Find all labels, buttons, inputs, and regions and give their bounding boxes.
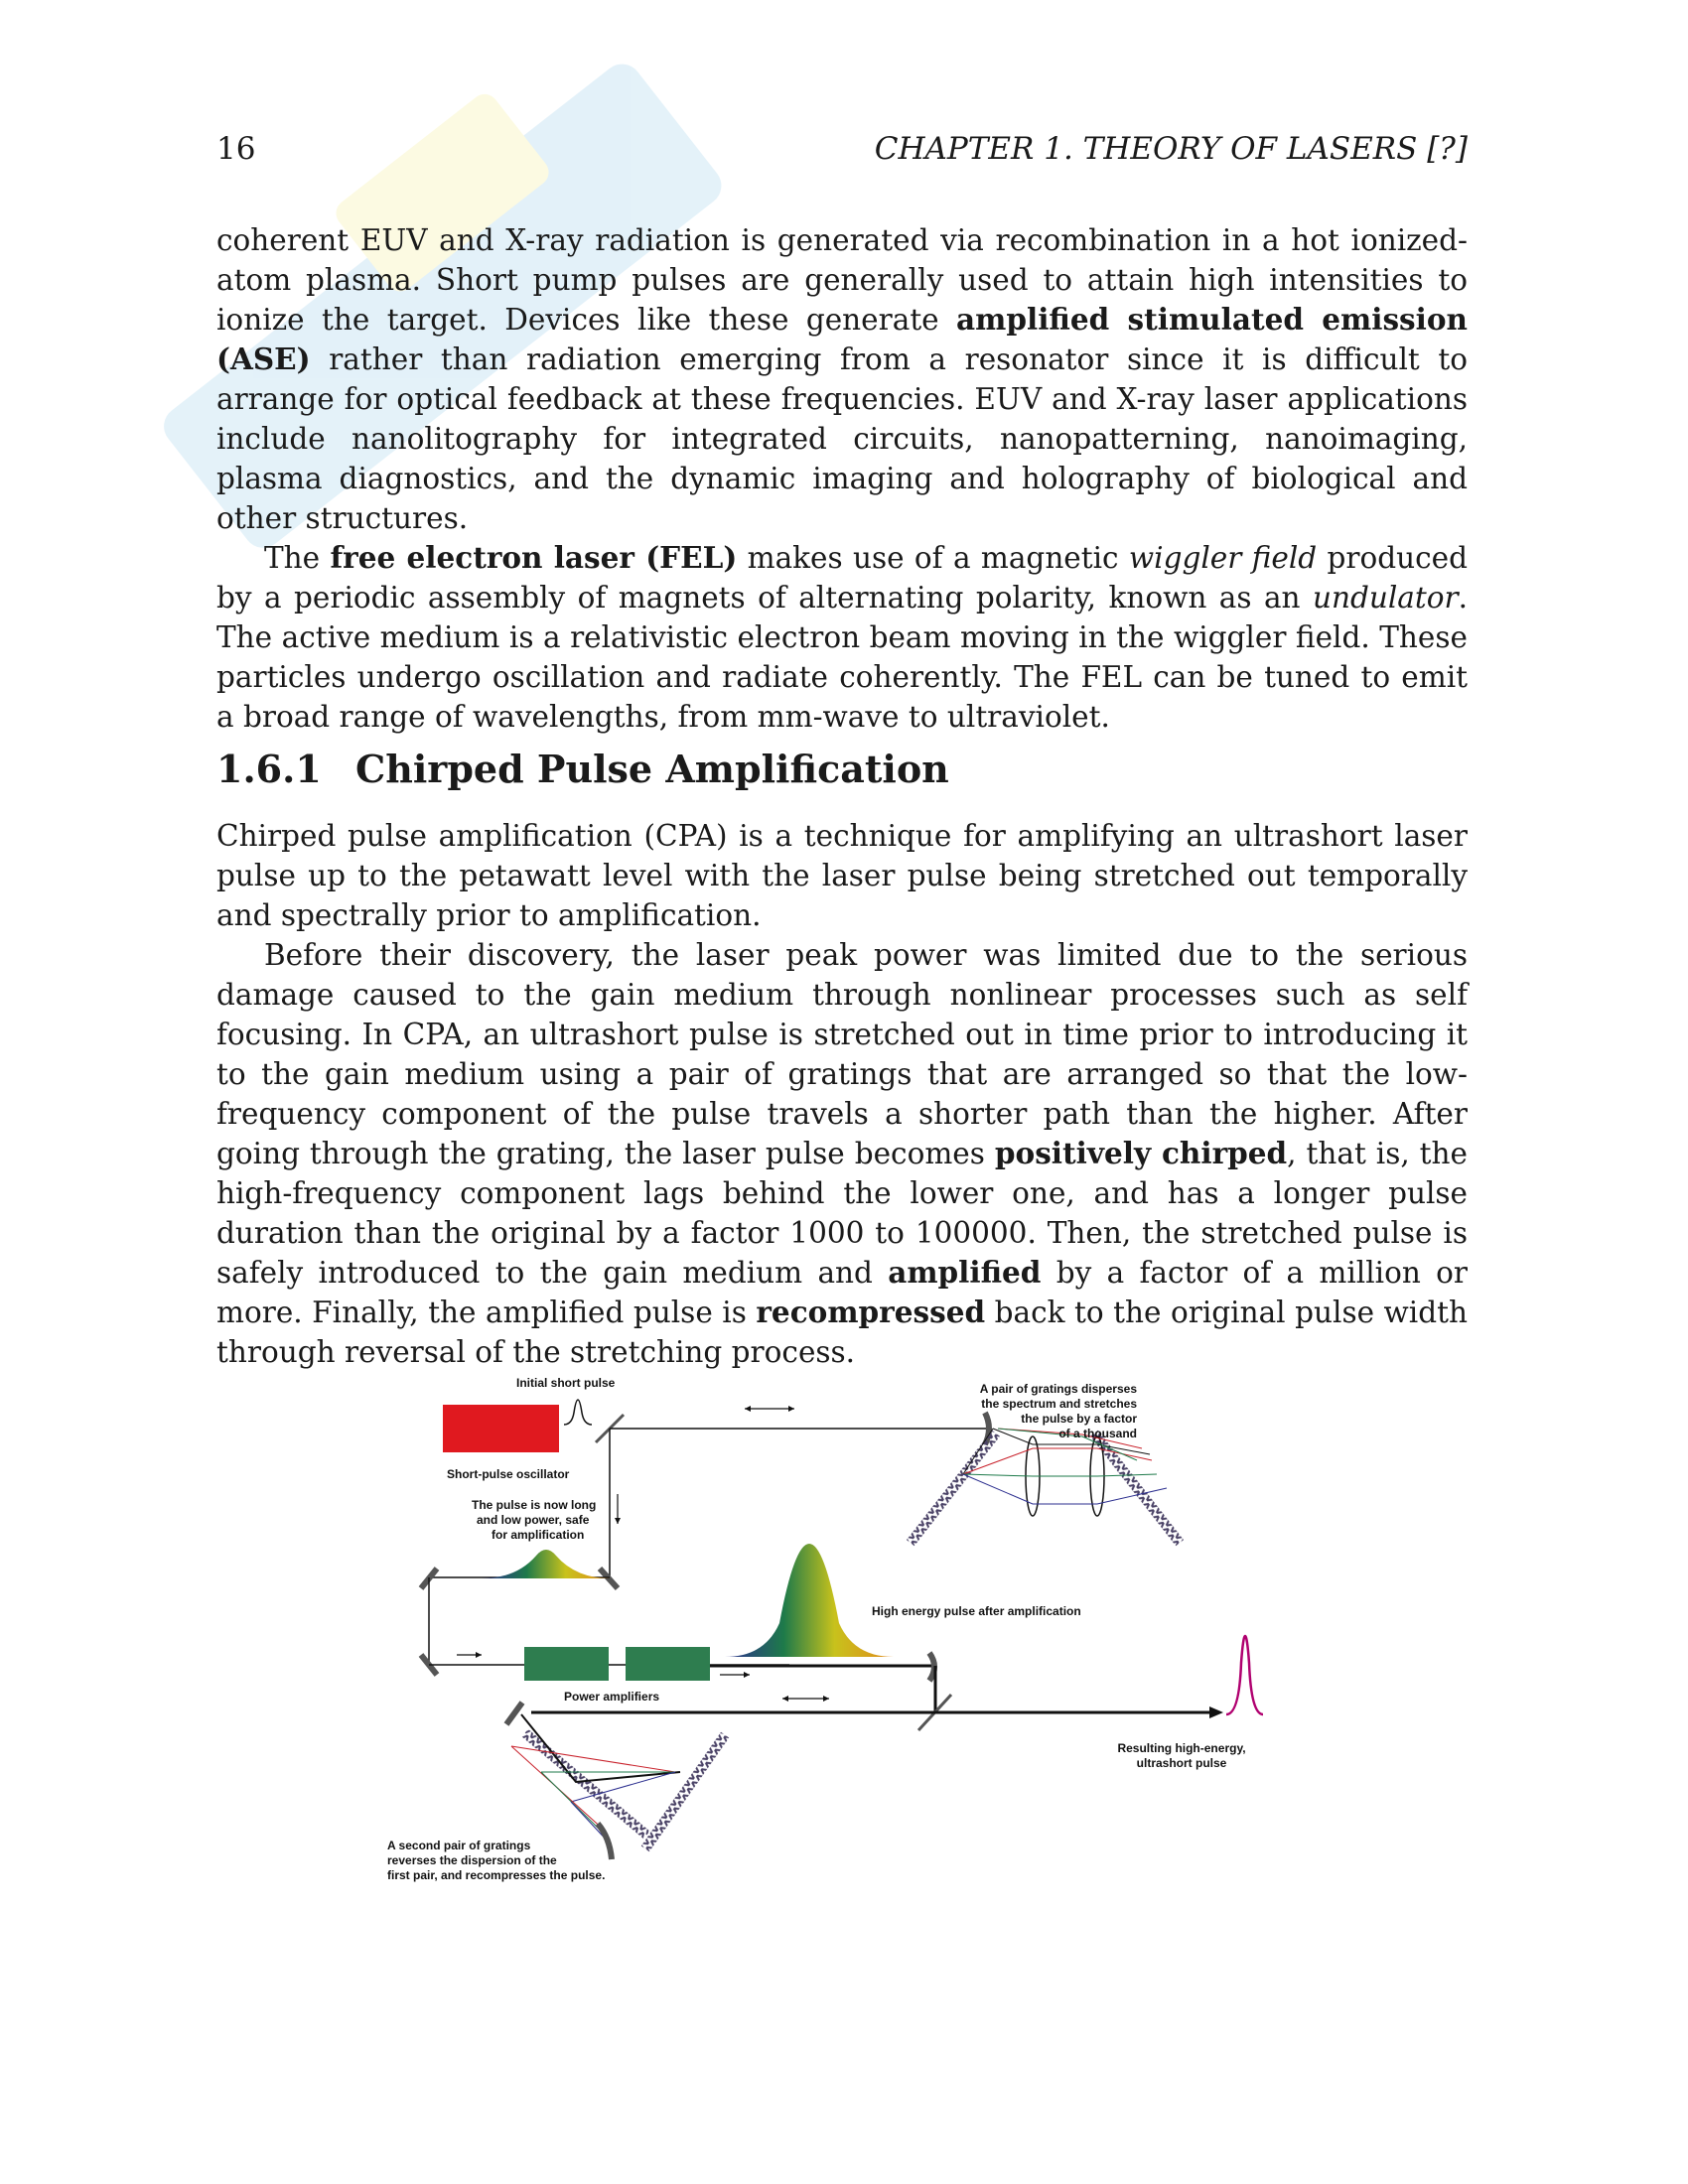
- label-gratings-1-line2: the spectrum and stretches: [981, 1397, 1137, 1411]
- amplifier-2: [626, 1647, 710, 1681]
- label-gratings-2-line1: A second pair of gratings: [387, 1839, 531, 1852]
- label-long-pulse-line2: and low power, safe: [477, 1513, 590, 1527]
- chapter-title: CHAPTER 1. THEORY OF LASERS [?]: [874, 131, 1468, 167]
- grating-2b: [641, 1732, 729, 1851]
- initial-pulse-shape: [564, 1400, 592, 1425]
- oscillator-box: [443, 1405, 559, 1452]
- section-heading: [216, 747, 1468, 791]
- label-high-energy: High energy pulse after amplification: [872, 1604, 1081, 1618]
- cpa-diagram-svg: [387, 1365, 1301, 1921]
- text-block-1: [216, 220, 1468, 737]
- label-power-amplifiers: Power amplifiers: [564, 1690, 660, 1704]
- grating-2a: [522, 1729, 650, 1840]
- amplified-pulse: [725, 1544, 894, 1657]
- page-number: 16: [216, 131, 256, 167]
- label-result-line1: Resulting high-energy,: [1117, 1741, 1246, 1755]
- cpa-diagram: [387, 1365, 1301, 1921]
- term-amplified: amplified: [888, 1255, 1042, 1290]
- mirror-grating-2: [598, 1824, 612, 1859]
- grating-1a: [907, 1431, 1000, 1546]
- page-header: [216, 131, 1468, 171]
- term-positively-chirped: positively chirped: [994, 1136, 1288, 1170]
- section-title-text: Chirped Pulse Amplification: [355, 747, 949, 791]
- term-recompressed: recompressed: [756, 1295, 986, 1329]
- output-pulse: [1226, 1636, 1263, 1714]
- paragraph-cpa-process: Before their discovery, the laser peak power was limited due to the serious damage caused to the gain medium through nonlinear processes such as self focusing. In CPA, an ultrashort pulse is stretched out in time prior to introducing it to the gain medium using a pair of gratings that are arranged so that the low-frequency component of the pulse travels a shorter path than the higher. After going through the grating, the laser pulse becomes positively chirped, that is, the high-frequency component lags behind the lower one, and has a longer pulse duration than the original by a factor 1000 to 100000. Then, the stretched pulse is safely introduced to the gain medium and amplified by a factor of a million or more. Finally, the amplified pulse is recompressed back to the original pulse width through reversal of the stretching process.: [216, 938, 1468, 1369]
- label-gratings-1-line1: A pair of gratings disperses: [979, 1382, 1137, 1396]
- label-oscillator: Short-pulse oscillator: [447, 1467, 570, 1481]
- mirror-recompress: [506, 1703, 522, 1724]
- term-fel: free electron laser (FEL): [330, 540, 738, 575]
- label-long-pulse-line1: The pulse is now long: [472, 1498, 597, 1512]
- term-undulator: undulator: [1312, 581, 1459, 614]
- amplifier-1: [524, 1647, 609, 1681]
- paragraph-fel: The free electron laser (FEL) makes use of a magnetic wiggler field produced by a periodic assembly of magnets of alternating polarity, known as an undulator. The active medium is a relativistic electron beam moving in the wiggler field. These particles undergo oscillation and radiate coherently. The FEL can be tuned to emit a broad range of wavelengths, from mm-wave to ultraviolet.: [216, 540, 1469, 734]
- term-ase: amplified stimulated emission (ASE): [216, 302, 1468, 376]
- label-result-line2: ultrashort pulse: [1136, 1756, 1227, 1770]
- label-gratings-1-line4: of a thousand: [1058, 1427, 1137, 1440]
- label-initial-pulse: Initial short pulse: [516, 1376, 616, 1390]
- label-long-pulse-line3: for amplification: [492, 1528, 585, 1542]
- text-block-2: [216, 816, 1468, 1372]
- label-gratings-2-line3: first pair, and recompresses the pulse.: [387, 1868, 606, 1882]
- paragraph-cpa-intro: Chirped pulse amplification (CPA) is a technique for amplifying an ultrashort laser pulse up to the petawatt level with the laser pulse being stretched out temporally and spectrally prior to amplification.: [216, 819, 1468, 932]
- stretched-pulse: [482, 1550, 611, 1578]
- term-wiggler: wiggler field: [1128, 541, 1318, 575]
- label-gratings-1-line3: the pulse by a factor: [1021, 1412, 1137, 1426]
- paragraph-ase: coherent EUV and X-ray radiation is generated via recombination in a hot ionized-atom plasma. Short pump pulses are generally used to attain high intensities to ionize the target. Devices like these generate amplified stimulated emission (ASE) rather than radiation emerging from a resonator since it is difficult to arrange for optical feedback at these frequencies. EUV and X-ray laser applications include nanolitography for integrated circuits, nanopatterning, nanoimaging, plasma diagnostics, and the dynamic imaging and holography of biological and other structures.: [216, 223, 1468, 535]
- label-gratings-2-line2: reverses the dispersion of the: [387, 1853, 557, 1867]
- section-number: 1.6.1: [216, 747, 322, 791]
